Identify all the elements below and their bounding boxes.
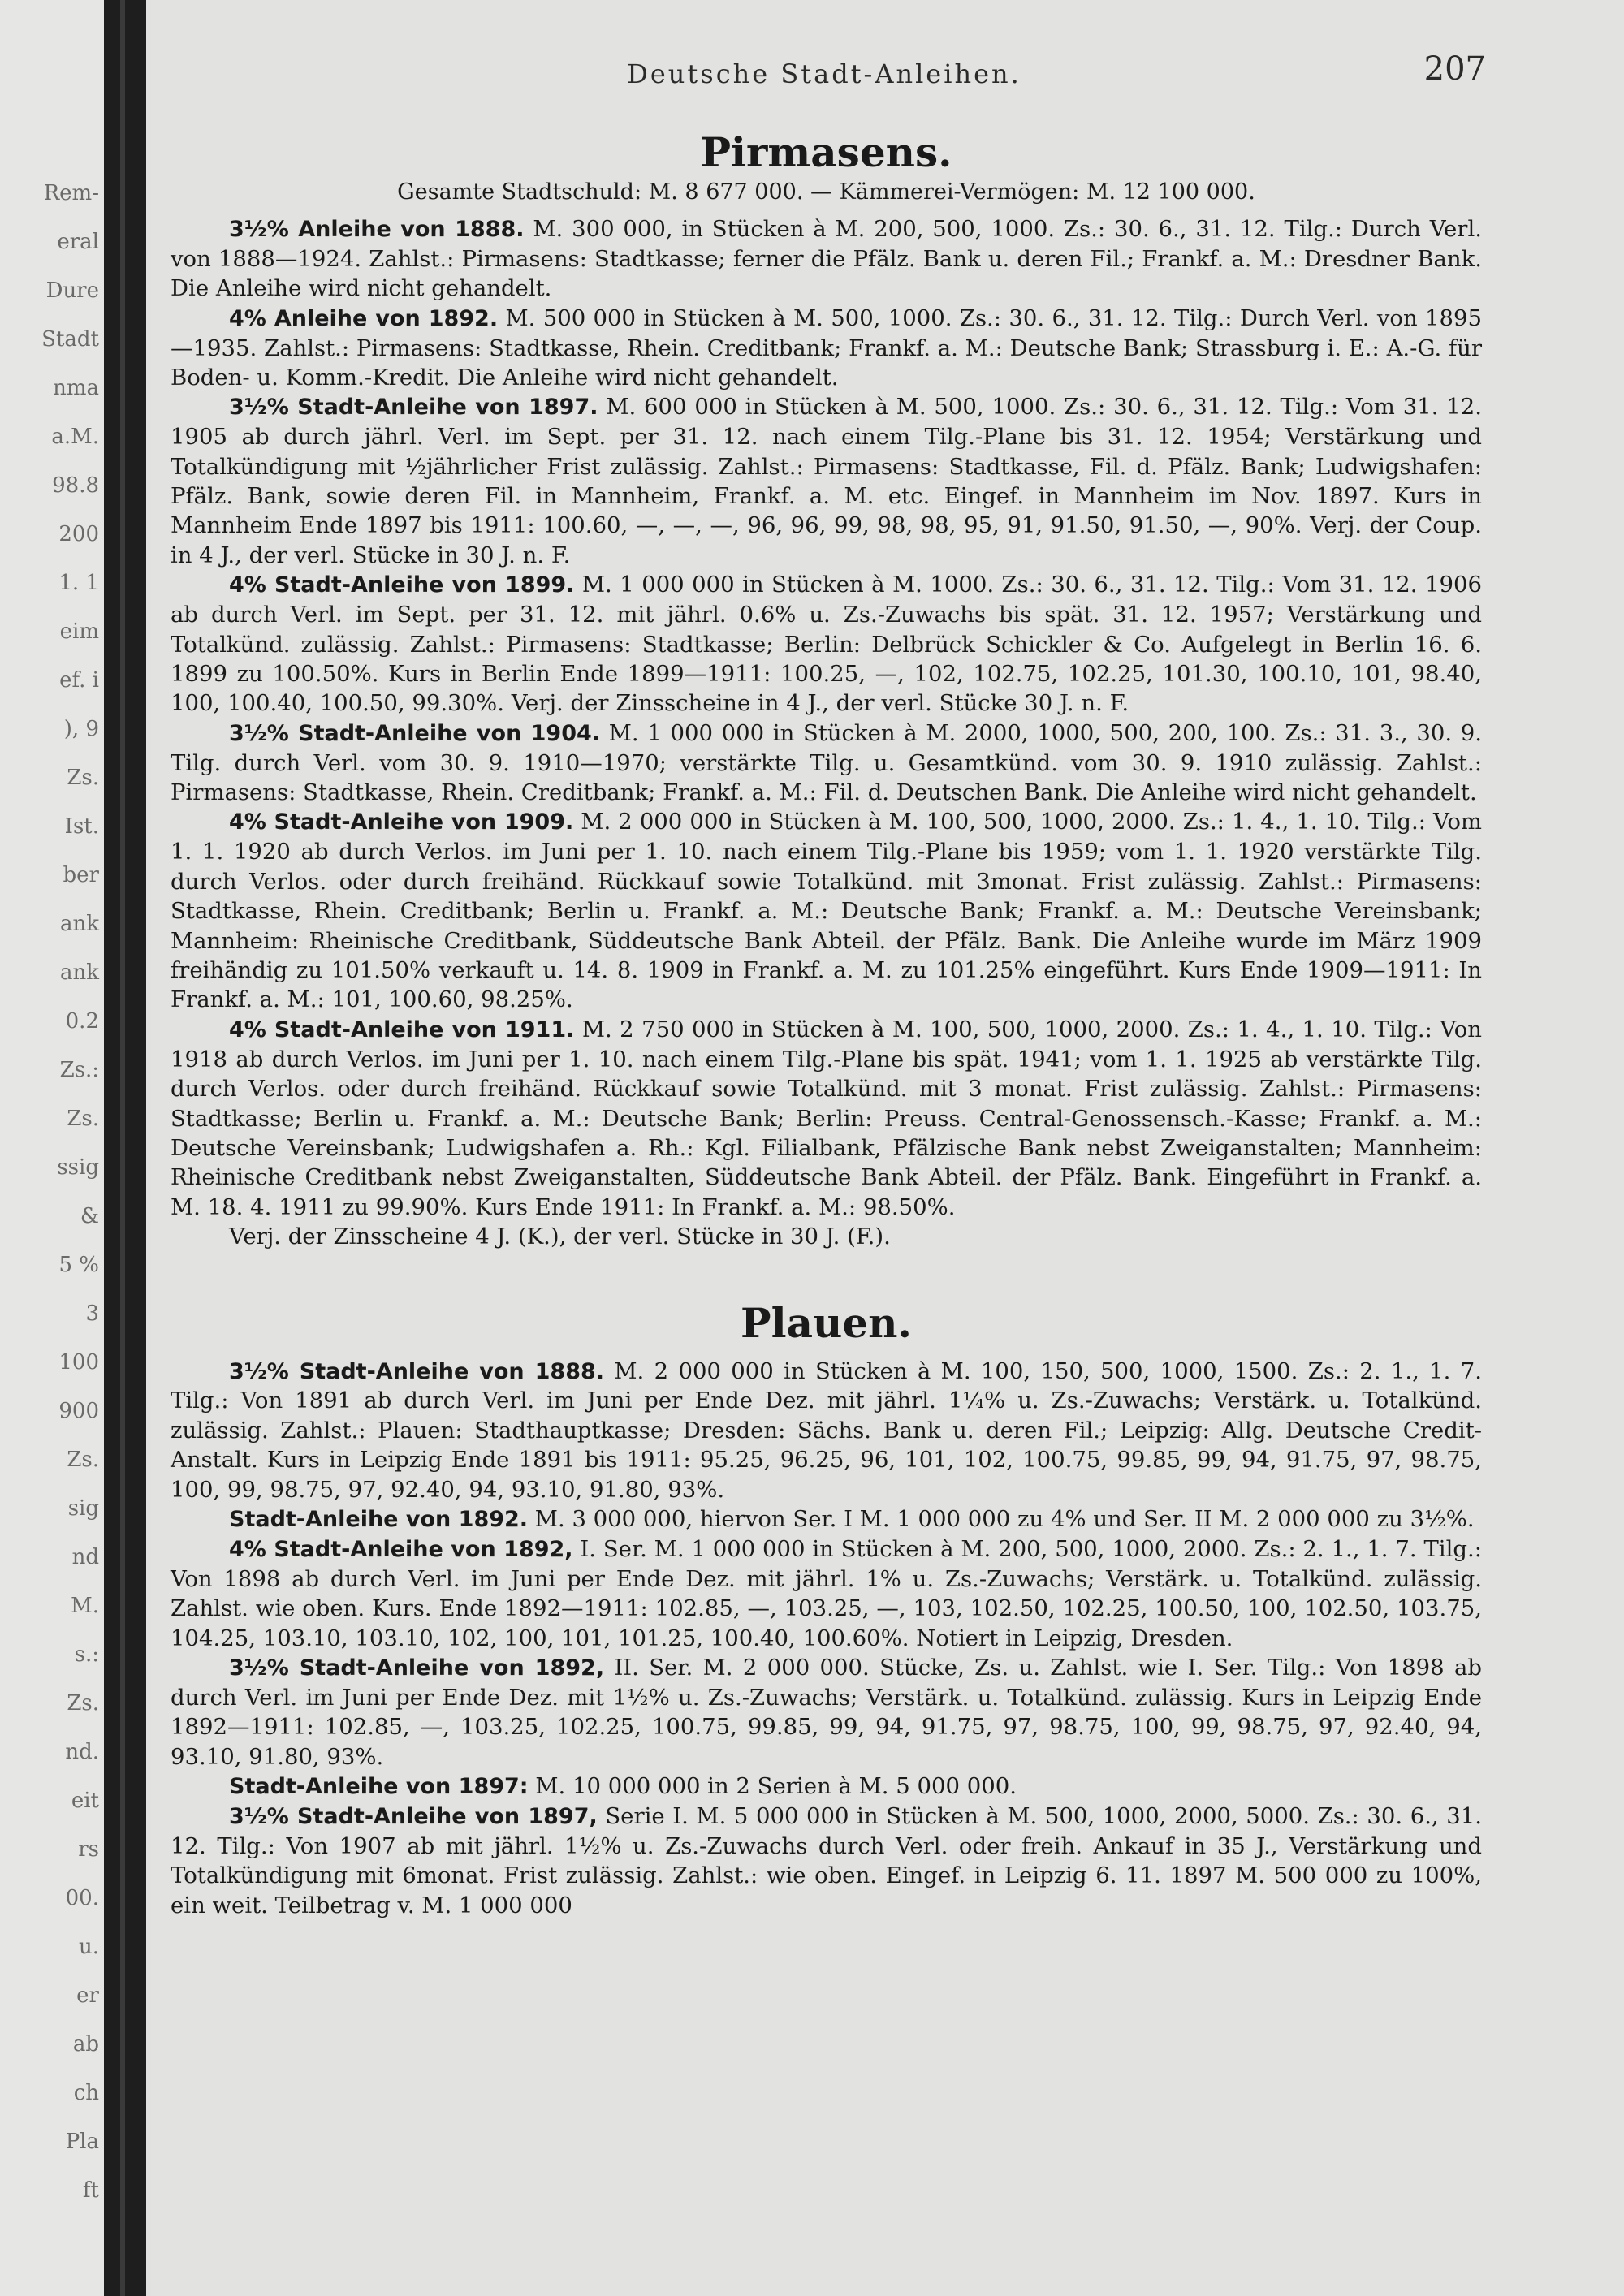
running-title: Deutsche Stadt-Anleihen. — [627, 58, 1021, 89]
loan-text: M. 600 000 in Stücken à M. 500, 1000. Zs.: 30. 6., 31. 12. Tilg.: Vom 31. 12. 1905 ab durch jährl. Verl. im Sept. per 31. 12. nach einem Tilg.-Plane bis 31. 12. 1954; Verstärkung und Totalkündigung mit ½jährlicher Frist zulässig. Zahlst.: Pirmasens: Stadtkasse, Fil. d. Pfälz. Bank; Ludwigshafen: Pfälz. Bank, sowie deren Fil. in Mannheim, Frankf. a. M. etc. Eingef. in Mannheim im Nov. 1897. Kurs in Mannheim Ende 1897 bis 1911: 100.60, —, —, —, 96, 96, 99, 98, 98, 95, 91, 91.50, 91.50, —, 90%. Verj. der Coup. in 4 J., der verl. Stücke in 30 J. n. F. — [171, 394, 1482, 568]
book-binding-shadow — [104, 0, 146, 2296]
page-number: 207 — [1423, 50, 1486, 88]
facing-page-fragment: ber — [63, 863, 99, 887]
facing-page-fragment: Zs.: — [59, 1058, 99, 1082]
facing-page-fragment: Pla — [65, 2130, 99, 2154]
facing-page-fragment: ssig — [57, 1155, 99, 1180]
loan-text: Serie I. M. 5 000 000 in Stücken à M. 500, 1000, 2000, 5000. Zs.: 30. 6., 31. 12. Tilg.: Von 1907 ab mit jährl. 1½% u. Zs.-Zuwachs durch Verl. oder freih. Ankauf in 35 J., Verstärkung und Totalkündigung mit 6monat. Frist zulässig. Zahlst.: wie oben. Eingef. in Leipzig 6. 11. 1897 M. 500 000 zu 100%, ein weit. Teilbetrag v. M. 1 000 000 — [171, 1802, 1482, 1918]
loan-entry — [171, 1534, 1482, 1653]
loan-entry — [171, 1504, 1482, 1534]
facing-page-fragment: Rem- — [43, 181, 99, 205]
loan-heading: 4% Stadt-Anleihe von 1899. — [229, 572, 575, 598]
loan-heading: 3½% Anleihe von 1888. — [229, 217, 525, 243]
loan-text: M. 300 000, in Stücken à M. 200, 500, 1000. Zs.: 30. 6., 31. 12. Tilg.: Durch Verl. von 1888—1924. Zahlst.: Pirmasens: Stadtkasse; ferner die Pfälz. Bank u. deren Fil.; Frankf. a. M.: Dresdner Bank. Die Anleihe wird nicht gehandelt. — [171, 216, 1482, 302]
facing-page-fragment: 200 — [58, 522, 99, 546]
facing-page-fragment: nma — [53, 376, 99, 400]
facing-page-fragment: Stadt — [41, 327, 99, 352]
loan-entry — [171, 1357, 1482, 1505]
section-summary: Gesamte Stadtschuld: M. 8 677 000. — Kämmerei-Vermögen: M. 12 100 000. — [397, 179, 1255, 205]
loan-heading: 4% Anleihe von 1892. — [229, 305, 499, 331]
facing-page-fragment: ch — [73, 2081, 99, 2105]
facing-page-fragment: eral — [57, 230, 99, 254]
loan-heading: 3½% Stadt-Anleihe von 1897, — [229, 1803, 598, 1829]
facing-page-fragment: u. — [78, 1935, 99, 1959]
facing-page-fragment: s.: — [74, 1642, 99, 1667]
loan-text: M. 2 000 000 in Stücken à M. 100, 150, 500, 1000, 1500. Zs.: 2. 1., 1. 7. Tilg.: Von 1891 ab durch Verl. im Juni per Ende Dez. mit jährl. 1¼% u. Zs.-Zuwachs; Verstärk. u. Totalkünd. zulässig. Zahlst.: Plauen: Stadthauptkasse; Dresden: Sächs. Bank u. deren Fil.; Leipzig: Allg. Deutsche Credit-Anstalt. Kurs in Leipzig Ende 1891 bis 1911: 95.25, 96.25, 96, 101, 102, 100.75, 99.85, 99, 94, 91.75, 97, 98.75, 100, 99, 98.75, 97, 92.40, 94, 93.10, 91.80, 93%. — [171, 1357, 1482, 1503]
facing-page-fragment: eim — [59, 619, 99, 644]
loan-text: II. Ser. M. 2 000 000. Stücke, Zs. u. Zahlst. wie I. Ser. Tilg.: Von 1898 ab durch Verl. im Juni per Ende Dez. mit 1½% u. Zs.-Zuwachs; Verstärk. u. Totalkünd. zulässig. Kurs in Leipzig Ende 1892—1911: 102.85, —, 103.25, 102.25, 100.75, 99.85, 99, 94, 91.75, 97, 98.75, 100, 99, 98.75, 97, 92.40, 94, 93.10, 91.80, 93%. — [171, 1655, 1482, 1770]
facing-page-fragment: ef. i — [59, 668, 99, 693]
loan-heading: 3½% Stadt-Anleihe von 1892, — [229, 1655, 605, 1681]
facing-page-fragment: 3 — [85, 1301, 99, 1326]
page-header — [162, 50, 1486, 99]
facing-page-fragment: er — [76, 1983, 99, 2008]
loan-entry — [171, 719, 1482, 808]
loan-entry — [171, 1802, 1482, 1920]
loan-text: M. 10 000 000 in 2 Serien à M. 5 000 000. — [528, 1773, 1017, 1800]
facing-page-fragment: 5 % — [58, 1253, 99, 1277]
facing-page-fragment: ), 9 — [63, 717, 99, 741]
binding-edge — [120, 0, 125, 2296]
facing-page-fragment: 98.8 — [52, 473, 99, 498]
facing-page-fragment: nd. — [65, 1740, 99, 1764]
loan-entry — [171, 570, 1482, 719]
facing-page-fragment: & — [80, 1204, 99, 1228]
loan-heading: 3½% Stadt-Anleihe von 1897. — [229, 395, 598, 421]
facing-page-fragment: ab — [72, 2032, 99, 2056]
loan-heading: Stadt-Anleihe von 1897: — [229, 1774, 529, 1800]
facing-page-fragment: M. — [71, 1594, 99, 1618]
facing-page-fragment: ft — [82, 2178, 99, 2203]
facing-page-fragment: ank — [59, 960, 99, 985]
loan-text: M. 500 000 in Stücken à M. 500, 1000. Zs.: 30. 6., 31. 12. Tilg.: Durch Verl. von 1895—1935. Zahlst.: Pirmasens: Stadtkasse, Rhein. Creditbank; Frankf. a. M.: Deutsche Bank; Strassburg i. E.: A.-G. für Boden- u. Komm.-Kredit. Die Anleihe wird nicht gehandelt. — [171, 304, 1482, 391]
previous-page-edge — [0, 0, 104, 2296]
facing-page-fragment: Zs. — [67, 1448, 99, 1472]
loan-text: M. 1 000 000 in Stücken à M. 1000. Zs.: 30. 6., 31. 12. Tilg.: Vom 31. 12. 1906 ab durch Verl. im Sept. per 31. 12. mit jährl. 0.6% u. Zs.-Zuwachs bis spät. 31. 12. 1957; Verstärkung und Totalkünd. zulässig. Zahlst.: Pirmasens: Stadtkasse; Berlin: Delbrück Schickler & Co. Aufgelegt in Berlin 16. 6. 1899 zu 100.50%. Kurs in Berlin Ende 1899—1911: 100.25, —, 102, 102.75, 102.25, 101.30, 100.10, 101, 98.40, 100, 100.40, 100.50, 99.30%. Verj. der Zinsscheine in 4 J., der verl. Stücke 30 J. n. F. — [171, 572, 1482, 717]
page-content — [171, 130, 1482, 1920]
facing-page-fragment: Zs. — [67, 766, 99, 790]
loan-entry — [171, 1653, 1482, 1772]
facing-page-fragment: 1. 1 — [58, 571, 99, 595]
loan-heading: Stadt-Anleihe von 1892. — [229, 1507, 529, 1533]
facing-page-fragment: sig — [67, 1496, 99, 1521]
loan-text: M. 1 000 000 in Stücken à M. 2000, 1000, 500, 200, 100. Zs.: 31. 3., 30. 9. Tilg. durch Verl. vom 30. 9. 1910—1970; verstärkte Tilg. u. Gesamtkünd. vom 30. 9. 1910 zulässig. Zahlst.: Pirmasens: Stadtkasse, Rhein. Creditbank; Frankf. a. M.: Fil. d. Deutschen Bank. Die Anleihe wird nicht gehandelt. — [171, 719, 1483, 806]
facing-page-fragment: Zs. — [67, 1107, 99, 1131]
loan-entry — [171, 1015, 1482, 1222]
loan-text: M. 2 750 000 in Stücken à M. 100, 500, 1000, 2000. Zs.: 1. 4., 1. 10. Tilg.: Von 1918 ab durch Verlos. im Juni per 1. 10. nach einem Tilg.-Plane bis spät. 1941; vom 1. 1. 1925 ab verstärkte Tilg. durch Verlos. oder durch freihänd. Rückkauf sowie Totalkünd. mit 3 monat. Frist zulässig. Zahlst.: Pirmasens: Stadtkasse; Berlin u. Frankf. a. M.: Deutsche Bank; Berlin: Preuss. Central-Genossensch.-Kasse; Frankf. a. M.: Deutsche Vereinsbank; Ludwigshafen a. Rh.: Kgl. Filialbank, Pfälzische Bank nebst Zweiganstalten; Mannheim: Rheinische Creditbank nebst Zweiganstalten, Süddeutsche Bank Abteil. der Pfälz. Bank. Eingeführt in Frankf. a. M. 18. 4. 1911 zu 99.90%. Kurs Ende 1911: In Frankf. a. M.: 98.50%. — [171, 1016, 1482, 1220]
loan-heading: 4% Stadt-Anleihe von 1909. — [229, 809, 574, 835]
facing-page-fragment: rs — [78, 1837, 99, 1862]
facing-page-fragment: 100 — [58, 1350, 99, 1375]
loan-entry — [171, 304, 1482, 393]
loan-heading: 3½% Stadt-Anleihe von 1904. — [229, 720, 601, 746]
loan-heading: 4% Stadt-Anleihe von 1892, — [229, 1536, 573, 1562]
section-note: Verj. der Zinsscheine 4 J. (K.), der verl. Stücke in 30 J. (F.). — [229, 1224, 891, 1250]
facing-page-fragment: ank — [59, 912, 99, 936]
loan-text: M. 2 000 000 in Stücken à M. 100, 500, 1000, 2000. Zs.: 1. 4., 1. 10. Tilg.: Vom 1. 1. 1920 ab durch Verlos. im Juni per 1. 10. nach einem Tilg.-Plane bis 1959; vom 1. 1. 1920 verstärkte Tilg. durch Verlos. oder durch freihänd. Rückkauf sowie Totalkünd. mit 3monat. Frist zulässig. Zahlst.: Pirmasens: Stadtkasse, Rhein. Creditbank; Berlin u. Frankf. a. M.: Deutsche Bank; Frankf. a. M.: Deutsche Vereinsbank; Mannheim: Rheinische Creditbank, Süddeutsche Bank Abteil. der Pfälz. Bank. Die Anleihe wurde im März 1909 freihändig zu 101.50% verkauft u. 14. 8. 1909 in Frankf. a. M. zu 101.25% eingeführt. Kurs Ende 1909—1911: In Frankf. a. M.: 101, 100.60, 98.25%. — [171, 809, 1482, 1013]
facing-page-fragment: 0.2 — [65, 1009, 99, 1034]
loan-entry — [171, 214, 1482, 304]
facing-page-fragment: eit — [71, 1789, 99, 1813]
facing-page-fragment: 900 — [58, 1399, 99, 1423]
loan-entry — [171, 1772, 1482, 1802]
facing-page-fragment: Ist. — [64, 814, 99, 839]
facing-page-fragment: 00. — [65, 1886, 99, 1910]
section-title-pirmasens: Pirmasens. — [700, 128, 952, 176]
loan-heading: 4% Stadt-Anleihe von 1911. — [229, 1016, 575, 1042]
section-title-plauen: Plauen. — [741, 1298, 912, 1347]
facing-page-fragment: Dure — [45, 278, 99, 303]
loan-entry — [171, 807, 1482, 1014]
facing-page-fragment: a.M. — [51, 425, 99, 449]
loan-text: I. Ser. M. 1 000 000 in Stücken à M. 200, 500, 1000, 2000. Zs.: 2. 1., 1. 7. Tilg.: Von 1898 ab durch Verl. im Juni per Ende Dez. mit jährl. 1% u. Zs.-Zuwachs; Verstärk. u. Totalkünd. zulässig. Zahlst. wie oben. Kurs. Ende 1892—1911: 102.85, —, 103.25, —, 103, 102.50, 102.25, 100.50, 100, 102.50, 103.75, 104.25, 103.10, 103.10, 102, 100, 101, 101.25, 100.40, 100.60%. Notiert in Leipzig, Dresden. — [171, 1535, 1482, 1651]
loan-text: M. 3 000 000, hiervon Ser. I M. 1 000 000 zu 4% und Ser. II M. 2 000 000 zu 3½%. — [528, 1506, 1475, 1533]
facing-page-fragment: nd — [71, 1545, 99, 1569]
loan-heading: 3½% Stadt-Anleihe von 1888. — [229, 1358, 605, 1384]
loan-entry — [171, 392, 1482, 570]
facing-page-fragment: Zs. — [67, 1691, 99, 1716]
